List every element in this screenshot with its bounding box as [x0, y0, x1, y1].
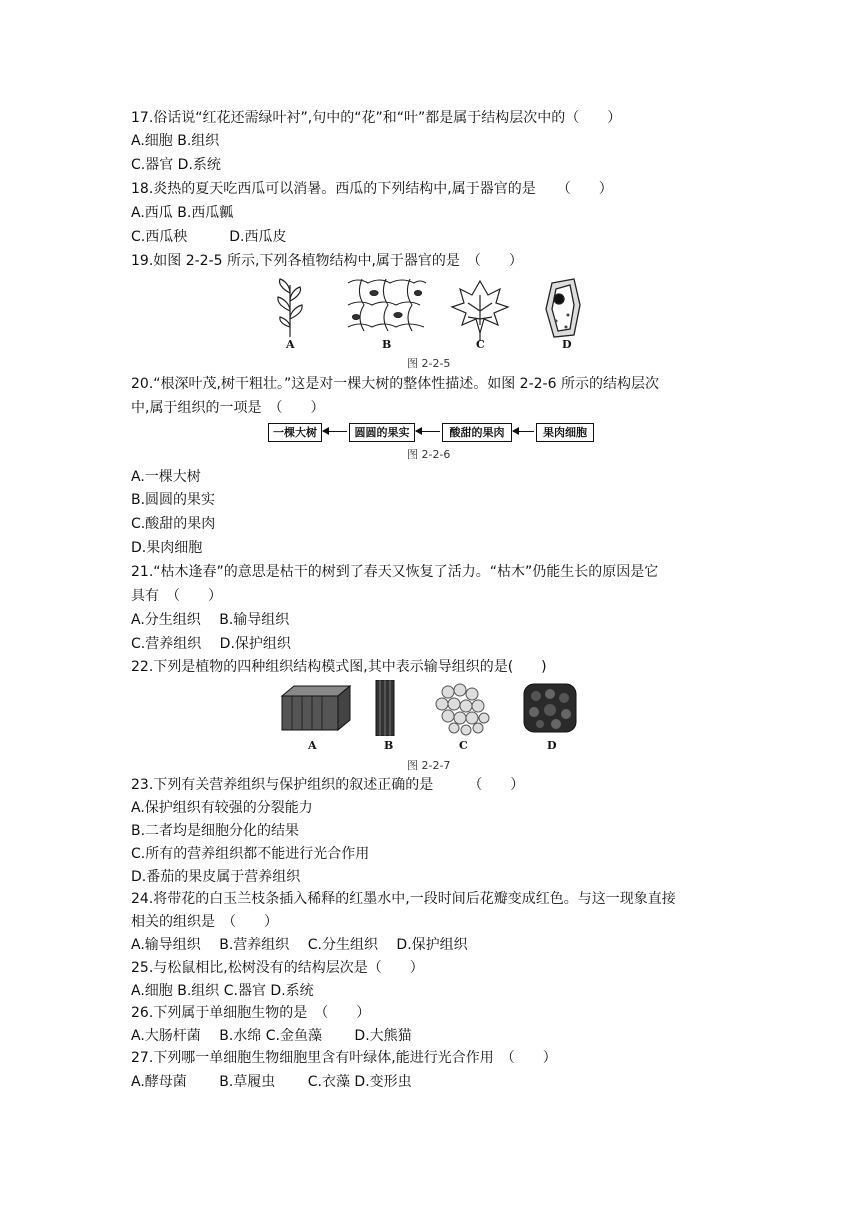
- figure-2-2-5-label-b: B: [382, 338, 392, 351]
- q21-options-ab: A.分生组织 B.输导组织: [131, 612, 290, 628]
- q22-stem: 22.下列是植物的四种组织结构模式图,其中表示输导组织的是( ): [131, 659, 547, 675]
- flow-box-tree: 一棵大树: [268, 423, 322, 442]
- q23-option-d: D.番茄的果皮属于营养组织: [131, 869, 301, 885]
- q20-option-c: C.酸甜的果肉: [131, 516, 216, 532]
- q23-stem: 23.下列有关营养组织与保护组织的叙述正确的是 （ ）: [131, 777, 525, 793]
- leaf-image: [452, 281, 508, 341]
- figure-2-2-7-label-c: C: [459, 739, 468, 752]
- flow-box-pulp: 酸甜的果肉: [442, 423, 512, 442]
- q19-stem: 19.如图 2-2-5 所示,下列各植物结构中,属于器官的是 （ ）: [131, 253, 523, 269]
- figure-2-2-5-caption: 图 2-2-5: [407, 357, 451, 370]
- q20-stem-line2: 中,属于组织的一项是 （ ）: [131, 400, 325, 416]
- flow-arrow-2: [416, 431, 440, 432]
- figure-2-2-5-label-a: A: [286, 338, 295, 351]
- q20-option-d: D.果肉细胞: [131, 540, 203, 556]
- figure-2-2-7-label-b: B: [384, 739, 394, 752]
- q23-option-a: A.保护组织有较强的分裂能力: [131, 800, 313, 816]
- q23-option-b: B.二者均是细胞分化的结果: [131, 823, 300, 839]
- tissue-d-image: [524, 684, 576, 732]
- q18-options-ab: A.西瓜 B.西瓜瓤: [131, 205, 234, 221]
- q17-options-ab: A.细胞 B.组织: [131, 133, 220, 149]
- figure-2-2-7-label-a: A: [308, 739, 317, 752]
- q18-stem: 18.炎热的夏天吃西瓜可以消暑。西瓜的下列结构中,属于器官的是 （ ）: [131, 181, 613, 197]
- q26-options: A.大肠杆菌 B.水绵 C.金鱼藻 D.大熊猫: [131, 1028, 412, 1044]
- figure-2-2-7-tissues: [278, 680, 588, 736]
- figure-2-2-6-caption: 图 2-2-6: [407, 448, 451, 461]
- figure-2-2-5-plant-structures: [268, 275, 608, 345]
- q23-option-c: C.所有的营养组织都不能进行光合作用: [131, 846, 370, 862]
- figure-2-2-7-caption: 图 2-2-7: [407, 759, 451, 772]
- tissue-a-image: [282, 686, 350, 730]
- q24-stem-line2: 相关的组织是 （ ）: [131, 914, 278, 930]
- figure-2-2-7-label-d: D: [547, 739, 557, 752]
- q24-options: A.输导组织 B.营养组织 C.分生组织 D.保护组织: [131, 937, 468, 953]
- q27-stem: 27.下列哪一单细胞生物细胞里含有叶绿体,能进行光合作用 （ ）: [131, 1050, 557, 1066]
- single-cell-image: [546, 279, 580, 337]
- tissue-b-image: [376, 680, 394, 736]
- q25-stem: 25.与松鼠相比,松树没有的结构层次是（ ）: [131, 960, 424, 976]
- tissue-c-image: [436, 684, 489, 735]
- cell-tissue-image: [348, 279, 426, 331]
- flow-arrow-1: [323, 431, 347, 432]
- q20-stem-line1: 20.“根深叶茂,树干粗壮。”这是对一棵大树的整体性描述。如图 2-2-6 所示的结构层次: [131, 376, 659, 392]
- q18-options-cd: C.西瓜秧 D.西瓜皮: [131, 229, 287, 245]
- figure-2-2-5-label-c: C: [476, 338, 485, 351]
- q25-options: A.细胞 B.组织 C.器官 D.系统: [131, 983, 314, 999]
- q26-stem: 26.下列属于单细胞生物的是 （ ）: [131, 1005, 371, 1021]
- figure-2-2-5-label-d: D: [562, 338, 572, 351]
- q24-stem-line1: 24.将带花的白玉兰枝条插入稀释的红墨水中,一段时间后花瓣变成红色。与这一现象直接: [131, 891, 676, 907]
- flow-box-pulp-cell: 果肉细胞: [536, 423, 594, 442]
- q21-options-cd: C.营养组织 D.保护组织: [131, 636, 291, 652]
- q20-option-b: B.圆圆的果实: [131, 492, 216, 508]
- q27-options: A.酵母菌 B.草履虫 C.衣藻 D.变形虫: [131, 1074, 412, 1090]
- q21-stem-line1: 21.“枯木逢春”的意思是枯干的树到了春天又恢复了活力。“枯木”仍能生长的原因是它: [131, 564, 659, 580]
- q20-option-a: A.一棵大树: [131, 469, 201, 485]
- q17-stem: 17.俗话说“红花还需绿叶衬”,句中的“花”和“叶”都是属于结构层次中的（ ）: [131, 110, 622, 126]
- q17-options-cd: C.器官 D.系统: [131, 157, 221, 173]
- plant-sprig-image: [278, 279, 302, 337]
- flow-box-fruit: 圆圆的果实: [349, 423, 415, 442]
- flow-arrow-3: [513, 431, 534, 432]
- q21-stem-line2: 具有 （ ）: [131, 588, 222, 604]
